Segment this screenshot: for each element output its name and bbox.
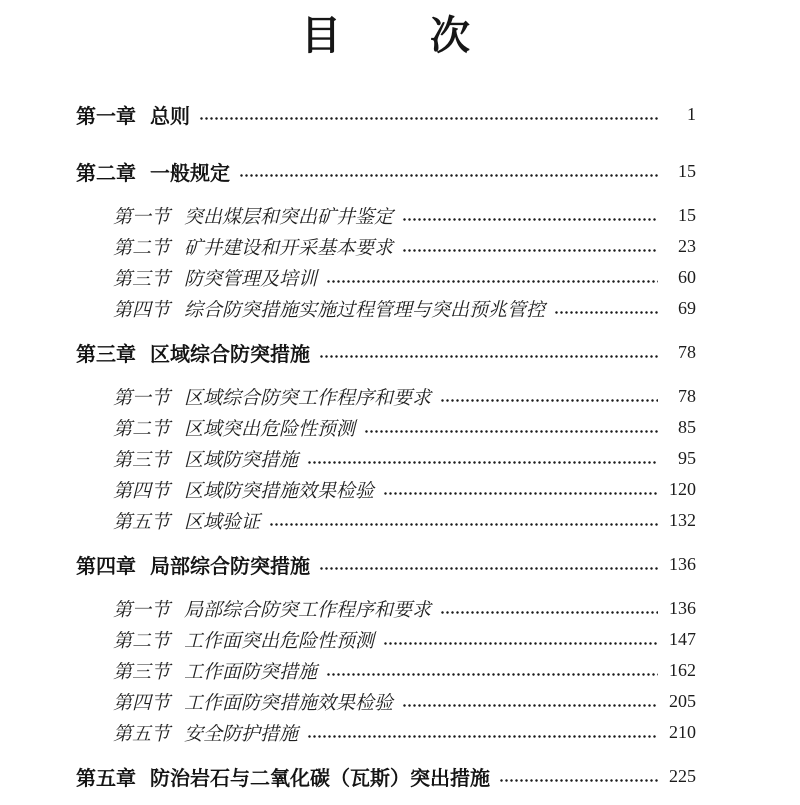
toc-entry bbox=[76, 474, 696, 505]
dot-leader bbox=[326, 672, 658, 677]
entry-label: 第三节 bbox=[113, 662, 171, 683]
entry-title: 安全防护措施 bbox=[184, 724, 299, 745]
page-title bbox=[76, 8, 696, 64]
dot-leader bbox=[307, 734, 658, 739]
entry-page-number: 210 bbox=[669, 722, 696, 742]
entry-title: 区域验证 bbox=[184, 512, 261, 533]
entry-title: 防突管理及培训 bbox=[184, 269, 318, 290]
entry-title: 防治岩石与二氧化碳（瓦斯）突出措施 bbox=[150, 768, 490, 790]
entry-title: 局部综合防突工作程序和要求 bbox=[184, 600, 432, 621]
toc-entry bbox=[76, 624, 696, 655]
toc-list bbox=[76, 86, 696, 805]
toc-entry bbox=[76, 717, 696, 748]
entry-label: 第一节 bbox=[113, 207, 171, 228]
entry-label: 第二节 bbox=[113, 419, 171, 440]
toc-entry bbox=[76, 293, 696, 324]
entry-title: 总则 bbox=[150, 106, 190, 128]
dot-leader bbox=[402, 217, 658, 222]
entry-label: 第三节 bbox=[113, 450, 171, 471]
dot-leader bbox=[402, 703, 658, 708]
entry-label: 第一章 bbox=[76, 106, 136, 128]
entry-page-number: 147 bbox=[669, 629, 696, 649]
entry-label: 第三章 bbox=[76, 344, 136, 366]
dot-leader bbox=[319, 566, 658, 571]
entry-title: 工作面突出危险性预测 bbox=[184, 631, 375, 652]
toc-entry bbox=[76, 412, 696, 443]
entry-title: 局部综合防突措施 bbox=[150, 556, 310, 578]
entry-title: 区域防突措施 bbox=[184, 450, 299, 471]
toc-entry bbox=[76, 262, 696, 293]
entry-page-number: 132 bbox=[669, 510, 696, 530]
dot-leader bbox=[326, 279, 658, 284]
toc-entry bbox=[76, 381, 696, 412]
dot-leader bbox=[499, 778, 658, 783]
dot-leader bbox=[239, 173, 658, 178]
dot-leader bbox=[383, 491, 658, 496]
page-title-char-2: 次 bbox=[430, 14, 471, 58]
toc-entry bbox=[76, 761, 696, 792]
entry-title: 区域突出危险性预测 bbox=[184, 419, 356, 440]
dot-leader bbox=[440, 610, 658, 615]
toc-entry bbox=[76, 443, 696, 474]
entry-label: 第五节 bbox=[113, 512, 171, 533]
dot-leader bbox=[440, 398, 658, 403]
entry-label: 第一节 bbox=[113, 600, 171, 621]
entry-page-number: 120 bbox=[669, 479, 696, 499]
entry-page-number: 225 bbox=[669, 766, 696, 786]
dot-leader bbox=[554, 310, 658, 315]
entry-label: 第二章 bbox=[76, 163, 136, 185]
entry-label: 第三节 bbox=[113, 269, 171, 290]
toc-entry bbox=[76, 593, 696, 624]
entry-label: 第二节 bbox=[113, 238, 171, 259]
entry-page-number: 23 bbox=[678, 236, 696, 256]
dot-leader bbox=[402, 248, 658, 253]
page-title-char-1: 目 bbox=[301, 14, 342, 58]
entry-page-number: 69 bbox=[678, 298, 696, 318]
entry-page-number: 205 bbox=[669, 691, 696, 711]
dot-leader bbox=[319, 354, 658, 359]
entry-page-number: 136 bbox=[669, 554, 696, 574]
entry-title: 区域综合防突措施 bbox=[150, 344, 310, 366]
entry-page-number: 1 bbox=[687, 104, 696, 124]
entry-label: 第五章 bbox=[76, 768, 136, 790]
toc-entry bbox=[76, 549, 696, 580]
entry-page-number: 136 bbox=[669, 598, 696, 618]
dot-leader bbox=[383, 641, 658, 646]
toc-entry bbox=[76, 337, 696, 368]
entry-page-number: 85 bbox=[678, 417, 696, 437]
entry-label: 第四章 bbox=[76, 556, 136, 578]
entry-page-number: 78 bbox=[678, 342, 696, 362]
dot-leader bbox=[364, 429, 658, 434]
toc-entry bbox=[76, 231, 696, 262]
dot-leader bbox=[307, 460, 658, 465]
entry-title: 矿井建设和开采基本要求 bbox=[184, 238, 394, 259]
entry-page-number: 15 bbox=[678, 205, 696, 225]
entry-title: 综合防突措施实施过程管理与突出预兆管控 bbox=[184, 300, 546, 321]
entry-title: 区域综合防突工作程序和要求 bbox=[184, 388, 432, 409]
entry-label: 第四节 bbox=[113, 300, 171, 321]
entry-label: 第四节 bbox=[113, 481, 171, 502]
dot-leader bbox=[269, 522, 658, 527]
entry-label: 第四节 bbox=[113, 693, 171, 714]
entry-title: 一般规定 bbox=[150, 163, 230, 185]
entry-page-number: 60 bbox=[678, 267, 696, 287]
toc-entry bbox=[76, 655, 696, 686]
entry-label: 第五节 bbox=[113, 724, 171, 745]
entry-page-number: 78 bbox=[678, 386, 696, 406]
toc-entry bbox=[76, 99, 696, 130]
entry-title: 工作面防突措施效果检验 bbox=[184, 693, 394, 714]
entry-page-number: 15 bbox=[678, 161, 696, 181]
entry-page-number: 162 bbox=[669, 660, 696, 680]
entry-title: 区域防突措施效果检验 bbox=[184, 481, 375, 502]
entry-label: 第一节 bbox=[113, 388, 171, 409]
toc-entry bbox=[76, 686, 696, 717]
dot-leader bbox=[199, 116, 658, 121]
toc-entry bbox=[76, 200, 696, 231]
entry-title: 突出煤层和突出矿井鉴定 bbox=[184, 207, 394, 228]
entry-title: 工作面防突措施 bbox=[184, 662, 318, 683]
entry-page-number: 95 bbox=[678, 448, 696, 468]
toc-entry bbox=[76, 156, 696, 187]
entry-label: 第二节 bbox=[113, 631, 171, 652]
toc-entry bbox=[76, 505, 696, 536]
